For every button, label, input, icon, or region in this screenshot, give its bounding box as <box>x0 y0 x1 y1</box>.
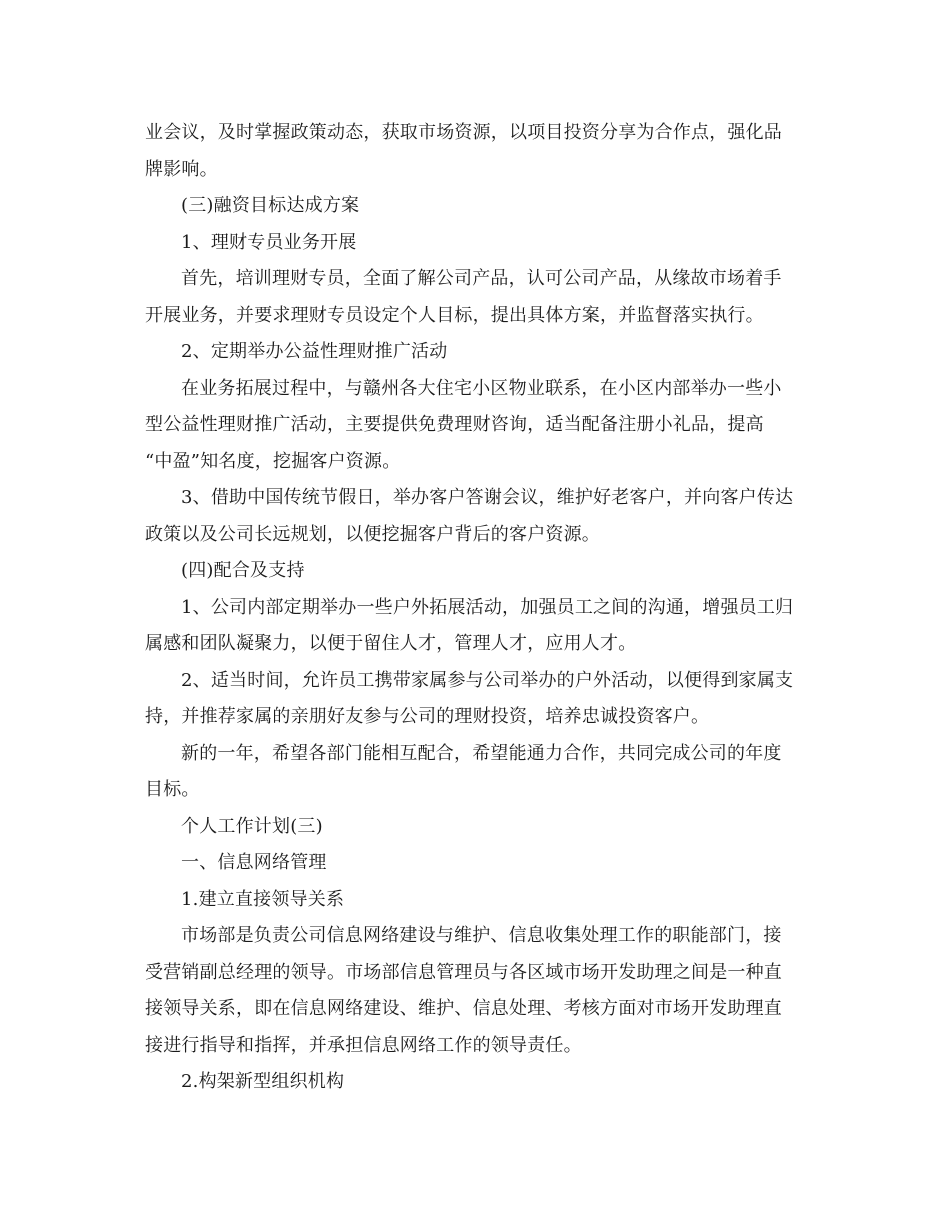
paragraph-line: “中盈”知名度，挖掘客户资源。 <box>145 450 401 472</box>
paragraph-line: 开展业务，并要求理财专员设定个人目标，提出具体方案，并监督落实执行。 <box>145 304 764 326</box>
paragraph <box>145 553 810 590</box>
paragraph <box>145 225 810 262</box>
paragraph-line: 在业务拓展过程中，与赣州各大住宅小区物业联系，在小区内部举办一些小 <box>181 377 782 399</box>
paragraph-line: 1.建立直接领导关系 <box>181 888 345 910</box>
paragraph <box>145 480 810 553</box>
paragraph-line: 2.构架新型组织机构 <box>181 1071 345 1092</box>
paragraph-line: 接进行指导和指挥，并承担信息网络工作的领导责任。 <box>145 1034 582 1056</box>
paragraph <box>145 188 810 225</box>
paragraph-line: 2、适当时间，允许员工携带家属参与公司举办的户外活动，以便得到家属支 <box>181 669 794 691</box>
paragraph-line: 一、信息网络管理 <box>181 852 327 873</box>
paragraph-line: 市场部是负责公司信息网络建设与维护、信息收集处理工作的职能部门，接 <box>181 925 782 946</box>
paragraph-line: 首先，培训理财专员，全面了解公司产品，认可公司产品，从缘故市场着手 <box>181 268 782 289</box>
paragraph <box>145 663 810 736</box>
paragraph <box>145 882 810 919</box>
paragraph <box>145 261 810 334</box>
paragraph-line: 个人工作计划(三) <box>181 815 323 837</box>
paragraph <box>145 1064 810 1101</box>
paragraph-line: 接领导关系，即在信息网络建设、维护、信息处理、考核方面对市场开发助理直 <box>145 998 782 1019</box>
paragraph <box>145 371 810 481</box>
paragraph-line: 1、理财专员业务开展 <box>181 231 357 253</box>
paragraph-line: (四)配合及支持 <box>181 560 305 581</box>
paragraph-line: 持，并推荐家属的亲朋好友参与公司的理财投资，培养忠诚投资客户。 <box>145 706 710 727</box>
paragraph-line: 受营销副总经理的领导。市场部信息管理员与各区域市场开发助理之间是一种直 <box>145 961 782 983</box>
document-body <box>145 115 810 1101</box>
paragraph-line: 新的一年，希望各部门能相互配合，希望能通力合作，共同完成公司的年度 <box>181 742 782 764</box>
paragraph-line: 属感和团队凝聚力，以便于留住人才，管理人才，应用人才。 <box>145 633 637 654</box>
paragraph <box>145 845 810 882</box>
paragraph <box>145 736 810 809</box>
paragraph-line: 型公益性理财推广活动，主要提供免费理财咨询，适当配备注册小礼品，提高 <box>145 414 764 435</box>
paragraph-line: 目标。 <box>145 779 200 800</box>
paragraph <box>145 115 810 188</box>
paragraph-line: 牌影响。 <box>145 158 218 180</box>
paragraph-line: 2、定期举办公益性理财推广活动 <box>181 341 448 362</box>
paragraph-line: 业会议，及时掌握政策动态，获取市场资源，以项目投资分享为合作点，强化品 <box>145 122 782 143</box>
paragraph-line: 3、借助中国传统节假日，举办客户答谢会议，维护好老客户，并向客户传达 <box>181 487 794 508</box>
paragraph <box>145 334 810 371</box>
paragraph-line: 政策以及公司长远规划，以便挖掘客户背后的客户资源。 <box>145 523 600 545</box>
paragraph-line: 1、公司内部定期举办一些户外拓展活动，加强员工之间的沟通，增强员工归 <box>181 596 794 618</box>
paragraph <box>145 918 810 1064</box>
paragraph-line: (三)融资目标达成方案 <box>181 195 360 216</box>
paragraph <box>145 590 810 663</box>
paragraph <box>145 809 810 846</box>
